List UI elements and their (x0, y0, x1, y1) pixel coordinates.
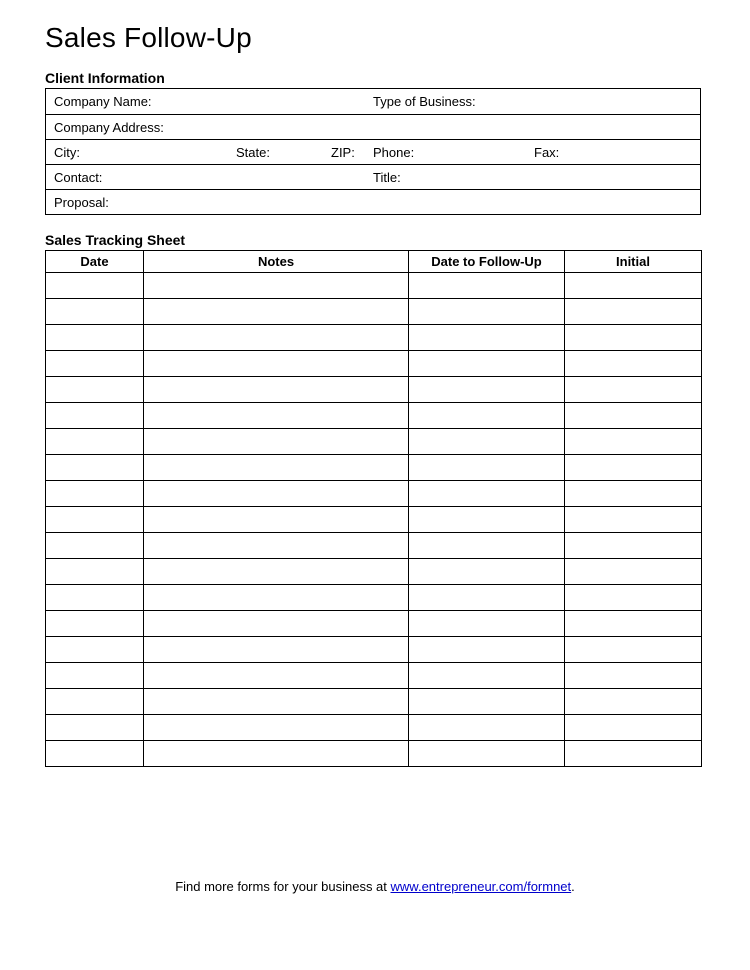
tracking-cell (144, 741, 409, 767)
tracking-cell (565, 585, 702, 611)
tracking-cell (144, 507, 409, 533)
tracking-cell (409, 689, 565, 715)
tracking-row (46, 481, 702, 507)
phone-label: Phone: (373, 145, 415, 160)
tracking-cell (46, 637, 144, 663)
sales-tracking-table (45, 250, 702, 767)
client-row-address (46, 114, 700, 139)
tracking-cell (565, 299, 702, 325)
tracking-row (46, 741, 702, 767)
tracking-cell (565, 481, 702, 507)
tracking-cell (565, 663, 702, 689)
tracking-cell (409, 663, 565, 689)
tracking-cell (144, 611, 409, 637)
title-label: Title: (373, 170, 401, 185)
column-header-date: Date (46, 251, 144, 273)
client-info-section-title: Client Information (45, 70, 165, 86)
column-header-initial: Initial (565, 251, 702, 273)
tracking-cell (409, 455, 565, 481)
tracking-row (46, 403, 702, 429)
tracking-cell (409, 325, 565, 351)
footer (0, 879, 750, 894)
tracking-row (46, 533, 702, 559)
tracking-cell (144, 273, 409, 299)
client-row-contact (46, 164, 700, 189)
tracking-row (46, 559, 702, 585)
tracking-cell (565, 741, 702, 767)
tracking-cell (409, 715, 565, 741)
contact-label: Contact: (54, 170, 103, 185)
company-name-label: Company Name: (54, 94, 152, 109)
client-row-city-state (46, 139, 700, 164)
tracking-cell (565, 689, 702, 715)
tracking-cell (409, 481, 565, 507)
tracking-row (46, 273, 702, 299)
tracking-cell (565, 507, 702, 533)
tracking-cell (565, 273, 702, 299)
tracking-cell (144, 689, 409, 715)
tracking-cell (565, 611, 702, 637)
tracking-cell (46, 325, 144, 351)
footer-text: Find more forms for your business at (175, 879, 391, 894)
tracking-cell (46, 559, 144, 585)
tracking-cell (46, 273, 144, 299)
tracking-cell (144, 403, 409, 429)
tracking-cell (565, 351, 702, 377)
tracking-cell (409, 299, 565, 325)
tracking-row (46, 637, 702, 663)
tracking-row (46, 585, 702, 611)
sales-tracking-section-title: Sales Tracking Sheet (45, 232, 186, 248)
tracking-cell (46, 299, 144, 325)
tracking-cell (46, 663, 144, 689)
tracking-cell (46, 455, 144, 481)
tracking-row (46, 663, 702, 689)
formnet-link[interactable]: www.entrepreneur.com/formnet (390, 879, 572, 894)
tracking-row (46, 351, 702, 377)
tracking-cell (409, 611, 565, 637)
tracking-cell (46, 351, 144, 377)
page-title: Sales Follow-Up (45, 22, 252, 53)
tracking-cell (144, 455, 409, 481)
tracking-row (46, 611, 702, 637)
tracking-cell (144, 429, 409, 455)
tracking-cell (409, 533, 565, 559)
tracking-cell (144, 299, 409, 325)
tracking-cell (46, 507, 144, 533)
tracking-cell (409, 377, 565, 403)
client-row-proposal (46, 189, 700, 214)
client-info-box (45, 88, 701, 215)
tracking-cell (565, 455, 702, 481)
tracking-cell (409, 351, 565, 377)
tracking-row (46, 507, 702, 533)
tracking-cell (46, 715, 144, 741)
tracking-row (46, 377, 702, 403)
column-header-notes: Notes (144, 251, 409, 273)
tracking-cell (46, 611, 144, 637)
tracking-cell (144, 533, 409, 559)
tracking-cell (409, 273, 565, 299)
state-label: State: (236, 145, 270, 160)
proposal-label: Proposal: (54, 195, 109, 210)
tracking-cell (46, 377, 144, 403)
tracking-cell (409, 403, 565, 429)
tracking-cell (565, 637, 702, 663)
tracking-cell (144, 663, 409, 689)
tracking-cell (46, 403, 144, 429)
type-of-business-label: Type of Business: (373, 94, 476, 109)
tracking-cell (144, 559, 409, 585)
tracking-cell (409, 507, 565, 533)
tracking-row (46, 455, 702, 481)
fax-label: Fax: (534, 145, 560, 160)
tracking-table-body (46, 273, 702, 767)
tracking-row (46, 429, 702, 455)
tracking-cell (144, 325, 409, 351)
tracking-row (46, 689, 702, 715)
tracking-cell (565, 533, 702, 559)
tracking-cell (565, 377, 702, 403)
tracking-cell (565, 325, 702, 351)
tracking-cell (144, 585, 409, 611)
tracking-cell (144, 377, 409, 403)
tracking-header-row (46, 251, 702, 273)
footer-period: . (571, 879, 575, 894)
tracking-cell (46, 533, 144, 559)
tracking-cell (409, 637, 565, 663)
tracking-cell (46, 429, 144, 455)
tracking-cell (565, 559, 702, 585)
tracking-cell (409, 559, 565, 585)
tracking-cell (46, 741, 144, 767)
tracking-cell (144, 637, 409, 663)
company-address-label: Company Address: (54, 120, 164, 135)
tracking-row (46, 715, 702, 741)
tracking-cell (144, 351, 409, 377)
tracking-cell (46, 481, 144, 507)
city-label: City: (54, 145, 80, 160)
tracking-cell (46, 689, 144, 715)
tracking-cell (46, 585, 144, 611)
tracking-cell (409, 429, 565, 455)
tracking-row (46, 299, 702, 325)
tracking-row (46, 325, 702, 351)
tracking-cell (409, 585, 565, 611)
tracking-cell (409, 741, 565, 767)
tracking-cell (565, 429, 702, 455)
tracking-cell (565, 403, 702, 429)
tracking-cell (144, 481, 409, 507)
column-header-date-to-follow-up: Date to Follow-Up (409, 251, 565, 273)
zip-label: ZIP: (331, 145, 355, 160)
client-row-company (46, 89, 700, 114)
tracking-cell (144, 715, 409, 741)
tracking-cell (565, 715, 702, 741)
